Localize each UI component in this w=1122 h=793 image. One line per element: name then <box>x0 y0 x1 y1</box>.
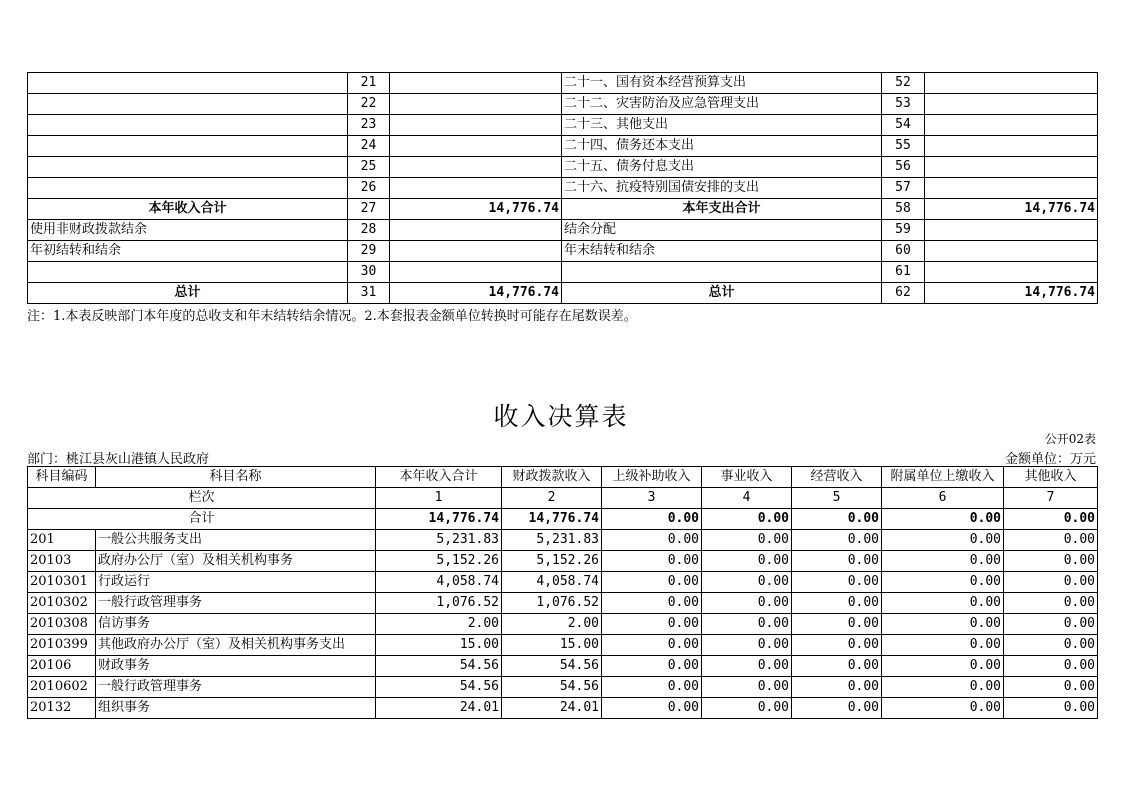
amount-cell: 0.00 <box>882 572 1004 593</box>
amount-cell: 0.00 <box>1004 656 1098 677</box>
amount-cell: 0.00 <box>882 635 1004 656</box>
expense-row-number: 53 <box>882 94 925 115</box>
expense-amount <box>925 136 1098 157</box>
amount-cell: 5,231.83 <box>376 530 502 551</box>
amount-cell: 0.00 <box>602 614 702 635</box>
table-row <box>28 677 1098 698</box>
column-number: 1 <box>376 488 502 509</box>
amount-unit-label: 金额单位：万元 <box>1004 452 1096 467</box>
total-row <box>28 509 1098 530</box>
income-item-label: 总计 <box>28 283 348 304</box>
total-value: 14,776.74 <box>376 509 502 530</box>
expense-amount <box>925 241 1098 262</box>
header-cell: 本年收入合计 <box>376 467 502 488</box>
income-item-label <box>28 262 348 283</box>
expense-amount <box>925 262 1098 283</box>
income-row-number: 24 <box>348 136 390 157</box>
column-number: 7 <box>1004 488 1098 509</box>
income-row-number: 22 <box>348 94 390 115</box>
expense-amount <box>925 178 1098 199</box>
header-cell: 科目名称 <box>96 467 376 488</box>
column-number-row <box>28 488 1098 509</box>
subject-code: 2010301 <box>28 572 96 593</box>
summary-row <box>28 283 1098 304</box>
income-expense-summary-table <box>27 72 1098 304</box>
amount-cell: 1,076.52 <box>376 593 502 614</box>
total-label: 合计 <box>28 509 376 530</box>
table-row <box>28 551 1098 572</box>
income-amount <box>390 178 562 199</box>
amount-cell: 0.00 <box>602 551 702 572</box>
table-row <box>28 593 1098 614</box>
amount-cell: 0.00 <box>792 551 882 572</box>
income-item-label: 本年收入合计 <box>28 199 348 220</box>
amount-cell: 0.00 <box>1004 677 1098 698</box>
amount-cell: 1,076.52 <box>502 593 602 614</box>
amount-cell: 0.00 <box>882 530 1004 551</box>
income-table-body <box>28 530 1098 719</box>
summary-row <box>28 178 1098 199</box>
subject-name: 行政运行 <box>96 572 376 593</box>
summary-row <box>28 115 1098 136</box>
total-value: 0.00 <box>792 509 882 530</box>
amount-cell: 4,058.74 <box>502 572 602 593</box>
amount-cell: 0.00 <box>1004 635 1098 656</box>
income-amount <box>390 136 562 157</box>
amount-cell: 0.00 <box>882 593 1004 614</box>
amount-cell: 0.00 <box>1004 593 1098 614</box>
amount-cell: 0.00 <box>702 614 792 635</box>
header-cell: 财政拨款收入 <box>502 467 602 488</box>
income-amount <box>390 241 562 262</box>
amount-cell: 0.00 <box>702 593 792 614</box>
amount-cell: 0.00 <box>882 551 1004 572</box>
subject-code: 2010308 <box>28 614 96 635</box>
amount-cell: 0.00 <box>792 635 882 656</box>
amount-cell: 2.00 <box>376 614 502 635</box>
amount-cell: 54.56 <box>502 656 602 677</box>
income-amount <box>390 115 562 136</box>
header-cell: 经营收入 <box>792 467 882 488</box>
income-row-number: 28 <box>348 220 390 241</box>
amount-cell: 0.00 <box>602 656 702 677</box>
income-amount: 14,776.74 <box>390 283 562 304</box>
expense-item-label <box>562 262 882 283</box>
expense-row-number: 56 <box>882 157 925 178</box>
subject-name: 组织事务 <box>96 698 376 719</box>
amount-cell: 0.00 <box>792 698 882 719</box>
summary-row <box>28 136 1098 157</box>
subject-name: 财政事务 <box>96 656 376 677</box>
table-row <box>28 572 1098 593</box>
expense-item-label: 二十五、债务付息支出 <box>562 157 882 178</box>
summary-row <box>28 73 1098 94</box>
amount-cell: 54.56 <box>502 677 602 698</box>
amount-cell: 0.00 <box>702 635 792 656</box>
income-row-number: 21 <box>348 73 390 94</box>
income-item-label <box>28 115 348 136</box>
amount-cell: 0.00 <box>602 593 702 614</box>
header-cell: 事业收入 <box>702 467 792 488</box>
header-cell: 其他收入 <box>1004 467 1098 488</box>
summary-row <box>28 94 1098 115</box>
column-number: 3 <box>602 488 702 509</box>
amount-cell: 0.00 <box>792 530 882 551</box>
subject-code: 2010399 <box>28 635 96 656</box>
income-amount <box>390 94 562 115</box>
header-cell: 附属单位上缴收入 <box>882 467 1004 488</box>
summary-row <box>28 241 1098 262</box>
income-row-number: 31 <box>348 283 390 304</box>
expense-item-label: 二十一、国有资本经营预算支出 <box>562 73 882 94</box>
amount-cell: 0.00 <box>792 656 882 677</box>
expense-row-number: 59 <box>882 220 925 241</box>
income-item-label: 使用非财政拨款结余 <box>28 220 348 241</box>
amount-cell: 0.00 <box>882 698 1004 719</box>
income-item-label <box>28 136 348 157</box>
subject-code: 201 <box>28 530 96 551</box>
expense-amount <box>925 73 1098 94</box>
column-number-label: 栏次 <box>28 488 376 509</box>
income-row-number: 29 <box>348 241 390 262</box>
table-row <box>28 614 1098 635</box>
amount-cell: 0.00 <box>602 530 702 551</box>
amount-cell: 24.01 <box>376 698 502 719</box>
expense-row-number: 57 <box>882 178 925 199</box>
expense-item-label: 二十六、抗疫特别国债安排的支出 <box>562 178 882 199</box>
amount-cell: 0.00 <box>702 530 792 551</box>
expense-item-label: 结余分配 <box>562 220 882 241</box>
table-row <box>28 530 1098 551</box>
subject-name: 信访事务 <box>96 614 376 635</box>
income-item-label <box>28 157 348 178</box>
amount-cell: 0.00 <box>792 572 882 593</box>
income-row-number: 25 <box>348 157 390 178</box>
amount-cell: 24.01 <box>502 698 602 719</box>
amount-cell: 5,152.26 <box>376 551 502 572</box>
column-number: 5 <box>792 488 882 509</box>
amount-cell: 0.00 <box>702 572 792 593</box>
table-note: 注：1.本表反映部门本年度的总收支和年末结转结余情况。2.本套报表金额单位转换时可能存在尾数误差。 <box>27 309 637 324</box>
amount-cell: 4,058.74 <box>376 572 502 593</box>
expense-item-label: 二十二、灾害防治及应急管理支出 <box>562 94 882 115</box>
expense-row-number: 54 <box>882 115 925 136</box>
amount-cell: 0.00 <box>602 635 702 656</box>
amount-cell: 0.00 <box>792 614 882 635</box>
amount-cell: 5,231.83 <box>502 530 602 551</box>
subject-code: 2010602 <box>28 677 96 698</box>
expense-row-number: 55 <box>882 136 925 157</box>
amount-cell: 15.00 <box>502 635 602 656</box>
amount-cell: 0.00 <box>602 677 702 698</box>
subject-name: 其他政府办公厅（室）及相关机构事务支出 <box>96 635 376 656</box>
column-number: 4 <box>702 488 792 509</box>
expense-row-number: 52 <box>882 73 925 94</box>
expense-amount <box>925 94 1098 115</box>
amount-cell: 2.00 <box>502 614 602 635</box>
income-item-label: 年初结转和结余 <box>28 241 348 262</box>
expense-amount <box>925 115 1098 136</box>
amount-cell: 0.00 <box>702 656 792 677</box>
amount-cell: 0.00 <box>882 614 1004 635</box>
total-value: 0.00 <box>1004 509 1098 530</box>
column-number: 6 <box>882 488 1004 509</box>
income-item-label <box>28 94 348 115</box>
table-row <box>28 635 1098 656</box>
expense-item-label: 总计 <box>562 283 882 304</box>
column-number: 2 <box>502 488 602 509</box>
amount-cell: 0.00 <box>792 677 882 698</box>
amount-cell: 0.00 <box>702 698 792 719</box>
subject-name: 一般行政管理事务 <box>96 677 376 698</box>
page-title: 收入决算表 <box>493 402 629 431</box>
subject-code: 20106 <box>28 656 96 677</box>
form-number: 公开02表 <box>1044 432 1096 446</box>
expense-row-number: 60 <box>882 241 925 262</box>
expense-row-number: 62 <box>882 283 925 304</box>
amount-cell: 0.00 <box>1004 551 1098 572</box>
amount-cell: 0.00 <box>882 677 1004 698</box>
amount-cell: 0.00 <box>1004 530 1098 551</box>
income-row-number: 30 <box>348 262 390 283</box>
summary-row <box>28 262 1098 283</box>
expense-item-label: 本年支出合计 <box>562 199 882 220</box>
amount-cell: 0.00 <box>602 572 702 593</box>
amount-cell: 0.00 <box>602 698 702 719</box>
income-statement-table <box>27 466 1098 719</box>
header-cell: 科目编码 <box>28 467 96 488</box>
table-row <box>28 656 1098 677</box>
amount-cell: 0.00 <box>702 677 792 698</box>
income-row-number: 27 <box>348 199 390 220</box>
total-value: 0.00 <box>702 509 792 530</box>
income-amount <box>390 262 562 283</box>
amount-cell: 15.00 <box>376 635 502 656</box>
income-row-number: 26 <box>348 178 390 199</box>
amount-cell: 54.56 <box>376 677 502 698</box>
department-label: 部门：桃江县灰山港镇人民政府 <box>27 452 210 467</box>
subject-code: 20132 <box>28 698 96 719</box>
amount-cell: 0.00 <box>1004 698 1098 719</box>
subject-name: 一般行政管理事务 <box>96 593 376 614</box>
table-row <box>28 698 1098 719</box>
amount-cell: 0.00 <box>792 593 882 614</box>
income-amount <box>390 220 562 241</box>
amount-cell: 0.00 <box>1004 614 1098 635</box>
total-value: 0.00 <box>882 509 1004 530</box>
subject-name: 一般公共服务支出 <box>96 530 376 551</box>
total-value: 14,776.74 <box>502 509 602 530</box>
subject-name: 政府办公厅（室）及相关机构事务 <box>96 551 376 572</box>
income-row-number: 23 <box>348 115 390 136</box>
expense-amount: 14,776.74 <box>925 199 1098 220</box>
expense-amount <box>925 157 1098 178</box>
subject-code: 20103 <box>28 551 96 572</box>
expense-amount <box>925 220 1098 241</box>
expense-item-label: 年末结转和结余 <box>562 241 882 262</box>
summary-row <box>28 220 1098 241</box>
expense-row-number: 61 <box>882 262 925 283</box>
income-item-label <box>28 178 348 199</box>
income-amount <box>390 157 562 178</box>
amount-cell: 0.00 <box>702 551 792 572</box>
income-amount <box>390 73 562 94</box>
expense-amount: 14,776.74 <box>925 283 1098 304</box>
header-cell: 上级补助收入 <box>602 467 702 488</box>
expense-item-label: 二十三、其他支出 <box>562 115 882 136</box>
total-value: 0.00 <box>602 509 702 530</box>
amount-cell: 0.00 <box>1004 572 1098 593</box>
expense-item-label: 二十四、债务还本支出 <box>562 136 882 157</box>
summary-table-body <box>28 73 1098 304</box>
expense-row-number: 58 <box>882 199 925 220</box>
amount-cell: 5,152.26 <box>502 551 602 572</box>
summary-row <box>28 199 1098 220</box>
summary-row <box>28 157 1098 178</box>
subject-code: 2010302 <box>28 593 96 614</box>
header-row <box>28 467 1098 488</box>
income-item-label <box>28 73 348 94</box>
amount-cell: 0.00 <box>882 656 1004 677</box>
amount-cell: 54.56 <box>376 656 502 677</box>
income-amount: 14,776.74 <box>390 199 562 220</box>
